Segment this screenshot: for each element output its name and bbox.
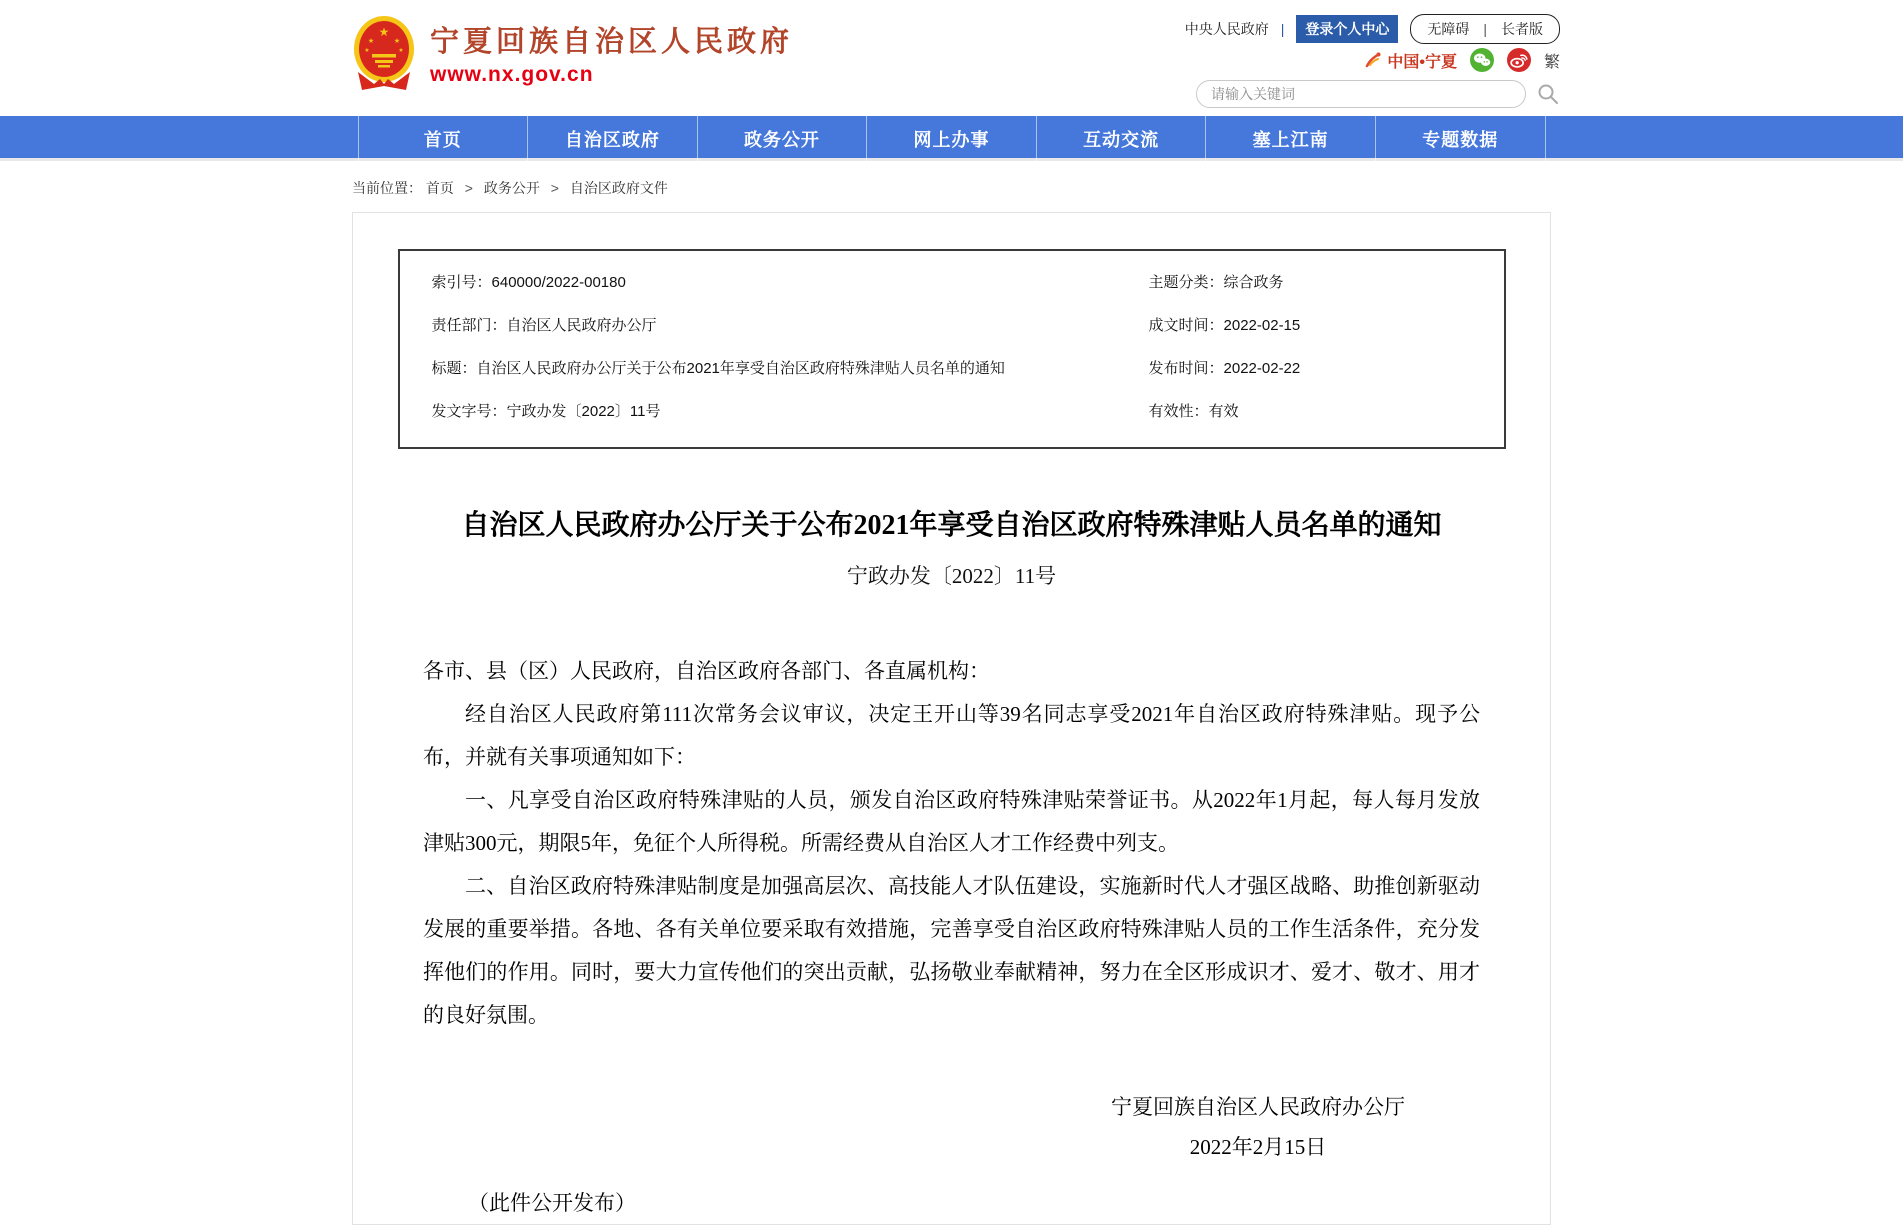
public-release-note: （此件公开发布）: [468, 1191, 636, 1215]
svg-text:★: ★: [398, 48, 404, 54]
signature-block: [1111, 1087, 1405, 1167]
header-search-row: [1140, 80, 1560, 108]
meta-value: 640000/2022-00180: [491, 274, 626, 291]
accessibility-pill: [1410, 14, 1560, 44]
header-utility: [1140, 16, 1560, 108]
document-body: [353, 650, 1550, 1037]
meta-value: 综合政务: [1223, 274, 1284, 291]
traditional-chinese-toggle[interactable]: 繁: [1543, 53, 1560, 71]
sign-date: 2022年2月15日: [1189, 1135, 1327, 1159]
search-icon[interactable]: [1536, 82, 1560, 106]
site-header: [0, 0, 1903, 116]
meta-label: 发布时间：: [1148, 360, 1224, 377]
paragraph: 经自治区人民政府第111次常务会议审议，决定王开山等39名同志享受2021年自治区政府特殊津贴。现予公布，并就有关事项通知如下：: [423, 702, 1480, 769]
meta-label: 成文时间：: [1148, 317, 1224, 334]
breadcrumb: [352, 178, 1903, 198]
nav-item-interaction[interactable]: 互动交流: [1036, 116, 1206, 161]
china-ningxia-label: 中国•宁夏: [1387, 53, 1457, 71]
breadcrumb-home[interactable]: 首页: [425, 180, 454, 196]
main-nav: [0, 116, 1903, 161]
meta-value: 宁政办发〔2022〕11号: [506, 403, 661, 420]
breadcrumb-gov-documents[interactable]: 自治区政府文件: [569, 180, 668, 196]
accessibility-link[interactable]: 无障碍: [1427, 21, 1470, 37]
site-url: www.nx.gov.cn: [430, 63, 594, 86]
meta-validity: [1117, 390, 1504, 433]
salutation: 各市、县（区）人民政府，自治区政府各部门、各直属机构：: [423, 659, 990, 683]
meta-value: 自治区人民政府办公厅: [506, 317, 657, 334]
breadcrumb-label: 当前位置：: [352, 180, 422, 196]
meta-value: 2022-02-15: [1223, 317, 1301, 334]
search-input[interactable]: [1211, 86, 1511, 102]
meta-topic-category: [1117, 261, 1504, 304]
breadcrumb-separator: >: [464, 180, 473, 196]
central-gov-link[interactable]: 中央人民政府: [1184, 21, 1269, 37]
document-title: 自治区人民政府办公厅关于公布2021年享受自治区政府特殊津贴人员名单的通知: [461, 510, 1442, 541]
wechat-icon[interactable]: [1470, 48, 1494, 72]
runner-icon: [1363, 50, 1383, 70]
brand-text: [430, 19, 793, 87]
meta-document-number: [400, 390, 1117, 433]
paragraph: 一、凡享受自治区政府特殊津贴的人员，颁发自治区政府特殊津贴荣誉证书。从2022年1月起，每人每月发放津贴300元，期限5年，免征个人所得税。所需经费从自治区人才工作经费中列支。: [423, 788, 1480, 855]
nav-item-online-services[interactable]: 网上办事: [866, 116, 1036, 161]
separator: |: [1280, 21, 1285, 37]
breadcrumb-separator: >: [550, 180, 559, 196]
meta-publish-date: [1117, 347, 1504, 390]
header-top-links: [1140, 16, 1560, 42]
svg-text:★: ★: [367, 38, 375, 45]
signature-area: [353, 1087, 1550, 1167]
nav-item-saishang-jiangnan[interactable]: 塞上江南: [1205, 116, 1375, 161]
meta-index-number: [400, 261, 1117, 304]
signer-name: 宁夏回族自治区人民政府办公厅: [1111, 1095, 1405, 1119]
meta-label: 发文字号：: [431, 403, 507, 420]
meta-label: 有效性：: [1148, 403, 1209, 420]
meta-responsible-department: [400, 304, 1117, 347]
document-number: 宁政办发〔2022〕11号: [846, 564, 1057, 588]
separator: |: [1483, 21, 1487, 37]
document-panel: [352, 212, 1551, 1225]
svg-text:★: ★: [393, 38, 401, 45]
elder-version-link[interactable]: 长者版: [1501, 21, 1543, 37]
svg-text:★: ★: [364, 48, 370, 54]
weibo-icon[interactable]: [1507, 48, 1531, 72]
meta-value: 有效: [1208, 403, 1239, 420]
meta-label: 标题：: [431, 360, 477, 377]
header-social-row: [1140, 48, 1560, 72]
site-title: 宁夏回族自治区人民政府: [430, 26, 794, 58]
nav-list: [358, 116, 1546, 161]
svg-text:★: ★: [378, 25, 390, 39]
search-box: [1196, 80, 1526, 108]
nav-item-special-data[interactable]: 专题数据: [1375, 116, 1546, 161]
meta-value: 自治区人民政府办公厅关于公布2021年享受自治区政府特殊津贴人员名单的通知: [476, 360, 1005, 377]
meta-written-date: [1117, 304, 1504, 347]
breadcrumb-info-disclosure[interactable]: 政务公开: [483, 180, 540, 196]
meta-label: 主题分类：: [1148, 274, 1224, 291]
document-meta-table: [398, 249, 1506, 449]
nav-item-home[interactable]: 首页: [358, 116, 528, 161]
login-button[interactable]: 登录个人中心: [1296, 15, 1398, 43]
site-logo[interactable]: [352, 14, 793, 92]
china-ningxia-link[interactable]: [1363, 49, 1457, 72]
national-emblem-icon: [352, 14, 416, 92]
nav-item-info-disclosure[interactable]: 政务公开: [697, 116, 867, 161]
meta-title: [400, 347, 1117, 390]
meta-value: 2022-02-22: [1223, 360, 1301, 377]
meta-label: 责任部门：: [431, 317, 507, 334]
paragraph: 二、自治区政府特殊津贴制度是加强高层次、高技能人才队伍建设，实施新时代人才强区战略、助推创新驱动发展的重要举措。各地、各有关单位要采取有效措施，完善享受自治区政府特殊津贴人员的工作生活条件，充分发挥他们的作用。同时，要大力宣传他们的突出贡献，弘扬敬业奉献精神，努力在全区形成识才、爱才、敬才、用才的良好氛围。: [423, 874, 1480, 1027]
meta-label: 索引号：: [431, 274, 492, 291]
nav-item-government[interactable]: 自治区政府: [527, 116, 697, 161]
